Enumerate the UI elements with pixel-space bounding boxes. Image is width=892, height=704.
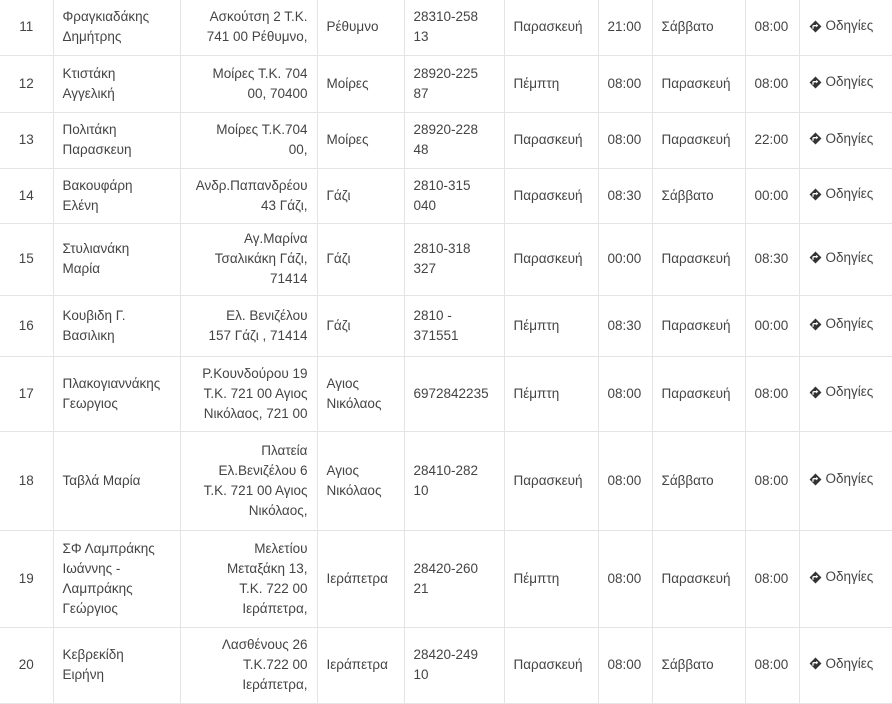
pharmacist-name-line: Φραγκιαδάκης — [62, 9, 150, 25]
table-row — [0, 112, 892, 168]
table-row — [0, 530, 892, 627]
directions-cell — [799, 356, 892, 431]
phone-cell-line: 87 — [413, 85, 429, 101]
time-to-cell: 08:00 — [745, 356, 799, 431]
row-number: 11 — [0, 0, 53, 55]
table-row — [0, 223, 892, 295]
address-cell-line: Τσαλικάκη Γάζι, — [214, 251, 308, 266]
time-from-cell: 08:00 — [598, 627, 652, 703]
area-cell-line: Ιεράπετρα — [326, 657, 388, 672]
address-cell — [180, 530, 317, 627]
pharmacist-name-line: Γεωργιος — [62, 395, 118, 411]
pharmacist-name-line: Πλακογιαννάκης — [62, 375, 161, 391]
address-cell-line: Ιεράπετρα, — [242, 677, 308, 692]
area-cell — [317, 431, 404, 530]
time-from-cell: 08:00 — [598, 530, 652, 627]
pharmacist-name-line: Κουβιδη Γ. — [62, 307, 126, 323]
address-cell — [180, 431, 317, 530]
pharmacist-name-line: Δημήτρης — [62, 29, 122, 45]
phone-cell — [404, 168, 504, 223]
pharmacist-name — [53, 112, 180, 168]
address-cell — [180, 223, 317, 295]
address-cell-line: 157 Γάζι , 71414 — [208, 327, 308, 343]
directions-label: Οδηγίες — [825, 655, 874, 671]
pharmacist-name-line: Ειρήνη — [62, 667, 104, 682]
directions-link[interactable] — [809, 567, 874, 587]
pharmacist-name-line: Ταβλά Μαρία — [62, 472, 141, 488]
address-cell-line: Τ.Κ.722 00 — [242, 657, 308, 672]
phone-cell — [404, 55, 504, 112]
directions-icon — [809, 132, 822, 145]
table-row — [0, 627, 892, 703]
directions-label: Οδηγίες — [825, 471, 874, 487]
directions-link[interactable] — [809, 184, 874, 204]
phone-cell-line: 371551 — [413, 327, 459, 343]
phone-cell-line: 28920-228 — [413, 122, 479, 137]
directions-cell — [799, 55, 892, 112]
pharmacist-name — [53, 530, 180, 627]
day-to-cell: Παρασκευή — [652, 530, 745, 627]
directions-cell — [799, 223, 892, 295]
phone-cell-line: 21 — [413, 580, 429, 596]
directions-link[interactable] — [809, 314, 874, 334]
day-to-cell: Σάββατο — [652, 0, 745, 55]
address-cell — [180, 0, 317, 55]
directions-icon — [809, 386, 822, 399]
phone-cell — [404, 112, 504, 168]
address-cell-line: Ελ. Βενιζέλου — [226, 307, 308, 323]
pharmacist-name-line: ΣΦ Λαμπράκης — [62, 540, 155, 556]
area-cell-line: Ιεράπετρα — [326, 570, 388, 586]
directions-label: Οδηγίες — [825, 569, 874, 585]
phone-cell-line: 10 — [413, 667, 429, 682]
time-to-cell: 00:00 — [745, 168, 799, 223]
phone-cell-line: 2810 - — [413, 307, 452, 323]
phone-cell-line: 13 — [413, 29, 429, 45]
day-from-cell: Παρασκευή — [504, 223, 598, 295]
row-number: 16 — [0, 295, 53, 356]
time-to-cell: 00:00 — [745, 295, 799, 356]
table-row — [0, 0, 892, 55]
area-cell-line: Αγιος — [326, 375, 360, 391]
table-row — [0, 55, 892, 112]
time-to-cell: 08:00 — [745, 530, 799, 627]
phone-cell — [404, 0, 504, 55]
area-cell — [317, 627, 404, 703]
time-from-cell: 08:00 — [598, 356, 652, 431]
area-cell-line: Αγιος — [326, 462, 360, 478]
pharmacist-name-line: Λαμπράκης — [62, 580, 133, 596]
address-cell-line: Ασκούτση 2 Τ.Κ. — [209, 9, 308, 25]
area-cell-line: Γάζι — [326, 187, 351, 203]
phone-cell-line: 2810-318 — [413, 241, 471, 256]
address-cell-line: Ελ.Βενιζέλου 6 — [218, 462, 308, 478]
phone-cell — [404, 627, 504, 703]
row-number: 14 — [0, 168, 53, 223]
phone-cell — [404, 530, 504, 627]
phone-cell-line: 28420-249 — [413, 647, 479, 662]
day-to-cell: Παρασκευή — [652, 295, 745, 356]
directions-link[interactable] — [809, 72, 874, 92]
day-from-cell: Παρασκευή — [504, 431, 598, 530]
address-cell-line: Πλατεία — [261, 442, 308, 458]
address-cell-line: Νικόλαος, — [248, 502, 308, 518]
time-from-cell: 00:00 — [598, 223, 652, 295]
day-from-cell: Πέμπτη — [504, 530, 598, 627]
phone-cell — [404, 295, 504, 356]
time-to-cell: 08:00 — [745, 55, 799, 112]
directions-cell — [799, 295, 892, 356]
address-cell-line: 741 00 Ρέθυμνο, — [206, 29, 308, 45]
area-cell-line: Γάζι — [326, 251, 351, 266]
day-from-cell: Παρασκευή — [504, 0, 598, 55]
day-to-cell: Παρασκευή — [652, 112, 745, 168]
day-from-cell: Παρασκευή — [504, 112, 598, 168]
address-cell — [180, 168, 317, 223]
time-from-cell: 08:00 — [598, 112, 652, 168]
pharmacist-name — [53, 356, 180, 431]
address-cell-line: Νικόλαος, 721 00 — [203, 405, 308, 421]
time-from-cell: 08:30 — [598, 295, 652, 356]
pharmacist-name — [53, 55, 180, 112]
pharmacist-name-line: Βακουφάρη — [62, 177, 133, 193]
address-cell-line: Ιεράπετρα, — [242, 600, 308, 616]
directions-label: Οδηγίες — [825, 384, 874, 400]
area-cell — [317, 356, 404, 431]
row-number: 13 — [0, 112, 53, 168]
address-cell-line: Αγ.Μαρίνα — [243, 231, 308, 246]
day-from-cell: Παρασκευή — [504, 168, 598, 223]
day-to-cell: Παρασκευή — [652, 55, 745, 112]
pharmacist-name — [53, 431, 180, 530]
table-row — [0, 356, 892, 431]
address-cell-line: Τ.Κ. 722 00 — [239, 580, 308, 596]
area-cell-line: Νικόλαος — [326, 482, 382, 498]
directions-cell — [799, 112, 892, 168]
row-number: 17 — [0, 356, 53, 431]
pharmacist-name — [53, 295, 180, 356]
pharmacist-name-line: Παρασκευη — [62, 142, 132, 157]
address-cell-line: Τ.Κ. 721 00 Αγιος — [203, 385, 308, 401]
time-to-cell: 08:00 — [745, 0, 799, 55]
area-cell — [317, 112, 404, 168]
row-number: 20 — [0, 627, 53, 703]
phone-cell — [404, 431, 504, 530]
pharmacist-name-line: Κτιστάκη — [62, 65, 116, 81]
directions-icon — [809, 318, 822, 331]
phone-cell-line: 28920-225 — [413, 65, 479, 81]
address-cell-line: Μελετίου — [254, 540, 308, 556]
directions-icon — [809, 657, 822, 670]
address-cell-line: Ανδρ.Παπανδρέου — [195, 177, 308, 193]
phone-cell-line: 2810-315 — [413, 177, 471, 193]
pharmacist-name-line: Βασιλικη — [62, 327, 115, 343]
phone-cell-line: 28410-282 — [413, 462, 479, 478]
area-cell-line: Γάζι — [326, 317, 351, 333]
phone-cell-line: 48 — [413, 142, 429, 157]
directions-cell — [799, 168, 892, 223]
pharmacist-name-line: Στυλιανάκη — [62, 241, 130, 256]
pharmacist-name-line: Αγγελική — [62, 85, 115, 101]
time-from-cell: 08:30 — [598, 168, 652, 223]
row-number: 19 — [0, 530, 53, 627]
address-cell — [180, 627, 317, 703]
phone-cell-line: 10 — [413, 482, 429, 498]
area-cell-line: Νικόλαος — [326, 395, 382, 411]
pharmacist-name — [53, 223, 180, 295]
address-cell-line: Λασθένους 26 — [221, 637, 308, 652]
table-row — [0, 168, 892, 223]
directions-label: Οδηγίες — [825, 316, 874, 332]
day-from-cell: Παρασκευή — [504, 627, 598, 703]
row-number: 15 — [0, 223, 53, 295]
address-cell-line: Τ.Κ. 721 00 Αγιος — [203, 482, 308, 498]
pharmacist-name-line: Ελένη — [62, 197, 99, 213]
pharmacist-name-line: Πολιτάκη — [62, 122, 117, 137]
area-cell — [317, 223, 404, 295]
directions-icon — [809, 473, 822, 486]
time-to-cell: 08:00 — [745, 627, 799, 703]
area-cell — [317, 168, 404, 223]
address-cell — [180, 356, 317, 431]
address-cell-line: Μοίρες Τ.Κ. 704 — [212, 65, 308, 81]
phone-cell-line: 6972842235 — [413, 385, 489, 401]
time-from-cell: 08:00 — [598, 55, 652, 112]
time-to-cell: 08:30 — [745, 223, 799, 295]
day-from-cell: Πέμπτη — [504, 295, 598, 356]
directions-link[interactable] — [809, 16, 874, 36]
day-to-cell: Σάββατο — [652, 431, 745, 530]
directions-icon — [809, 20, 822, 33]
phone-cell-line: 28310-258 — [413, 9, 479, 25]
area-cell-line: Μοίρες — [326, 132, 369, 147]
directions-cell — [799, 0, 892, 55]
address-cell-line: 71414 — [269, 271, 308, 286]
directions-label: Οδηγίες — [825, 130, 874, 146]
area-cell — [317, 0, 404, 55]
directions-cell — [799, 431, 892, 530]
phone-cell-line: 327 — [413, 261, 437, 276]
address-cell — [180, 55, 317, 112]
table-row — [0, 295, 892, 356]
pharmacist-name-line: Γεώργιος — [62, 600, 118, 616]
phone-cell-line: 040 — [413, 197, 437, 213]
phone-cell-line: 28420-260 — [413, 560, 479, 576]
pharmacist-name — [53, 168, 180, 223]
day-from-cell: Πέμπτη — [504, 356, 598, 431]
directions-cell — [799, 627, 892, 703]
time-to-cell: 08:00 — [745, 431, 799, 530]
directions-icon — [809, 76, 822, 89]
pharmacist-name-line: Κεβρεκίδη — [62, 647, 124, 662]
directions-cell — [799, 530, 892, 627]
phone-cell — [404, 356, 504, 431]
area-cell — [317, 55, 404, 112]
directions-link[interactable] — [809, 469, 874, 489]
time-from-cell: 08:00 — [598, 431, 652, 530]
day-to-cell: Παρασκευή — [652, 223, 745, 295]
day-from-cell: Πέμπτη — [504, 55, 598, 112]
row-number: 18 — [0, 431, 53, 530]
directions-label: Οδηγίες — [825, 74, 874, 90]
row-number: 12 — [0, 55, 53, 112]
pharmacist-name — [53, 627, 180, 703]
time-to-cell: 22:00 — [745, 112, 799, 168]
directions-label: Οδηγίες — [825, 249, 874, 265]
address-cell-line: Μεταξάκη 13, — [227, 560, 308, 576]
area-cell-line: Μοίρες — [326, 75, 369, 91]
address-cell — [180, 295, 317, 356]
day-to-cell: Παρασκευή — [652, 356, 745, 431]
area-cell — [317, 295, 404, 356]
directions-icon — [809, 188, 822, 201]
address-cell-line: 00, — [288, 142, 308, 157]
pharmacist-name-line: Μαρία — [62, 261, 101, 276]
directions-link[interactable] — [809, 382, 874, 402]
pharmacist-name — [53, 0, 180, 55]
directions-link[interactable] — [809, 654, 874, 674]
directions-icon — [809, 571, 822, 584]
directions-link[interactable] — [809, 129, 874, 149]
pharmacist-name-line: Ιωάννης - — [62, 560, 121, 576]
directions-icon — [809, 251, 822, 264]
directions-label: Οδηγίες — [825, 18, 874, 33]
address-cell-line: Μοίρες Τ.Κ.704 — [216, 122, 308, 137]
phone-cell — [404, 223, 504, 295]
table-row — [0, 431, 892, 530]
address-cell — [180, 112, 317, 168]
directions-label: Οδηγίες — [825, 186, 874, 202]
day-to-cell: Σάββατο — [652, 627, 745, 703]
address-cell-line: Ρ.Κουνδούρου 19 — [202, 365, 308, 381]
day-to-cell: Σάββατο — [652, 168, 745, 223]
directions-link[interactable] — [809, 248, 874, 268]
time-from-cell: 21:00 — [598, 0, 652, 55]
address-cell-line: 43 Γάζι, — [261, 197, 308, 213]
address-cell-line: 00, 70400 — [247, 85, 308, 101]
area-cell — [317, 530, 404, 627]
area-cell-line: Ρέθυμνο — [326, 19, 379, 35]
